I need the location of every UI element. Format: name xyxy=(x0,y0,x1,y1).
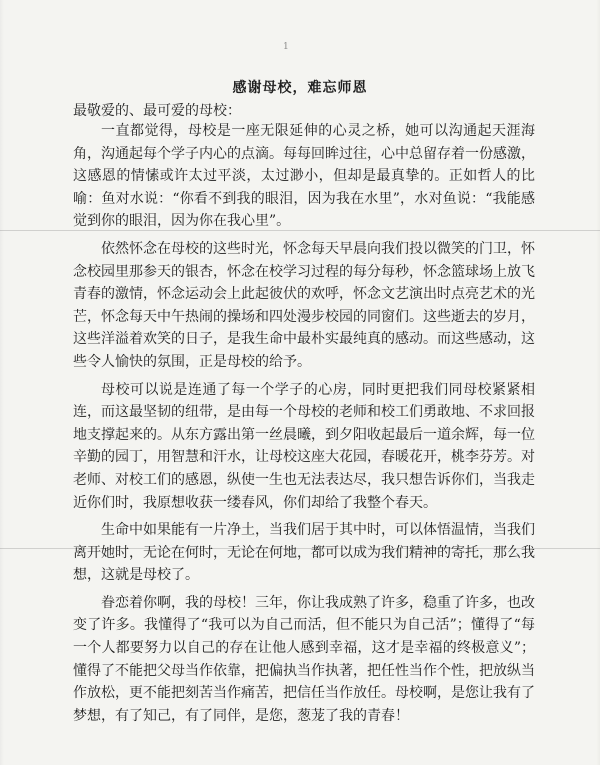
letter-title: 感谢母校，难忘师恩 xyxy=(232,80,368,96)
body-paragraph: 生命中如果能有一片净土，当我们居于其中时，可以体悟温情，当我们离开她时，无论在何时，无论在何地，都可以成为我们精神的寄托，那么我想，这就是母校了。 xyxy=(73,522,535,584)
page-number: 1 xyxy=(283,42,289,52)
body-paragraph: 眷恋着你啊，我的母校！三年，你让我成熟了许多，稳重了许多，也改变了许多。我懂得了“我可以为自己而活，但不能只为自己活”；懂得了“每一个人都要努力以自己的存在让他人感到幸福，这才是幸福的终极意义”；懂得了不能把父母当作依靠，把偏执当作执著，把任性当作个性，把放纵当作放松，更不能把刻苦当作痛苦，把信任当作放任。母校啊，是您让我有了梦想，有了知己，有了同伴，是您，葱茏了我的青春！ xyxy=(73,594,535,724)
body-paragraph: 依然怀念在母校的这些时光，怀念每天早晨向我们投以微笑的门卫，怀念校园里那参天的银杏，怀念在校学习过程的每分每秒，怀念篮球场上放飞青春的激情，怀念运动会上此起彼伏的欢呼，怀念文艺演出时点亮艺术的光芒，怀念每天中午热闹的操场和四处漫步校园的同窗们。这些逝去的岁月，这些洋溢着欢笑的日子，是我生命中最朴实最纯真的感动。而这些感动，这些令人愉快的氛围，正是母校的给予。 xyxy=(73,240,535,370)
letter-salutation: 最敬爱的、最可爱的母校： xyxy=(73,103,241,119)
letter-body xyxy=(73,120,535,732)
body-paragraph: 一直都觉得，母校是一座无限延伸的心灵之桥，她可以沟通起天涯海角，沟通起每个学子内心的点滴。每每回眸过往，心中总留存着一份感激，这感恩的情愫或许太过平淡，太过渺小，但却是最真挚的。正如哲人的比喻：鱼对水说：“你看不到我的眼泪，因为我在水里”，水对鱼说：“我能感觉到你的眼泪，因为你在我心里”。 xyxy=(73,123,535,230)
body-paragraph: 母校可以说是连通了每一个学子的心房，同时更把我们同母校紧紧相连，而这最坚韧的纽带，是由每一个母校的老师和校工们勇敢地、不求回报地支撑起来的。从东方露出第一丝晨曦，到夕阳收起最后一道余辉，每一位辛勤的园丁，用智慧和汗水，让母校这座大花园，春暖花开，桃李芬芳。对老师、对校工们的感恩，纵使一生也无法表达尽，我只想告诉你们，当我走近你们时，我原想收获一缕春风，你们却给了我整个春天。 xyxy=(73,381,535,511)
